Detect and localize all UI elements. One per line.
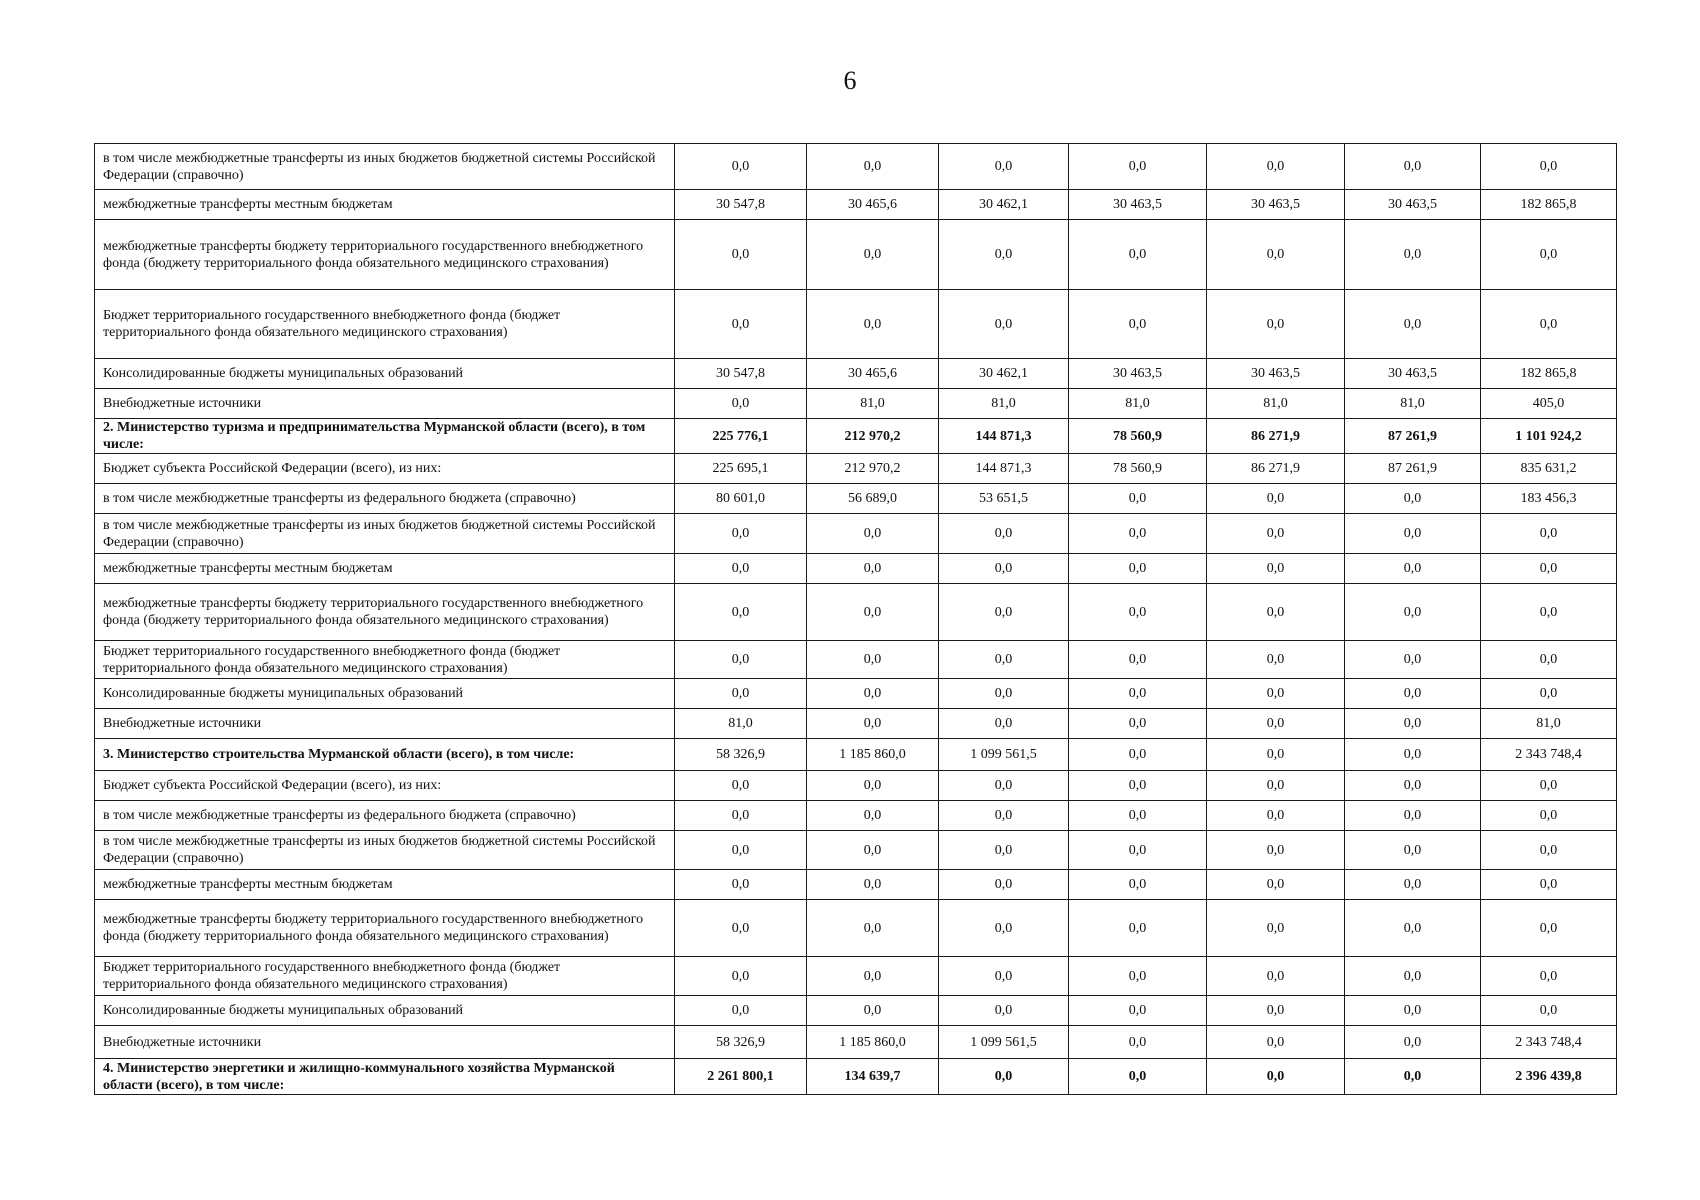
value-cell: 0,0 (1345, 514, 1481, 554)
value-cell: 0,0 (807, 554, 939, 584)
value-cell: 0,0 (1345, 1026, 1481, 1059)
value-cell: 30 462,1 (939, 359, 1069, 389)
table-row (95, 144, 1617, 190)
value-cell: 0,0 (939, 771, 1069, 801)
value-cell: 0,0 (1207, 1059, 1345, 1095)
table-row (95, 1026, 1617, 1059)
value-cell: 0,0 (939, 641, 1069, 679)
value-cell: 212 970,2 (807, 419, 939, 454)
value-cell: 0,0 (1207, 484, 1345, 514)
value-cell: 0,0 (1481, 144, 1617, 190)
value-cell: 0,0 (1345, 739, 1481, 771)
row-label: Внебюджетные источники (95, 1026, 675, 1059)
value-cell: 182 865,8 (1481, 359, 1617, 389)
value-cell: 0,0 (1207, 996, 1345, 1026)
value-cell: 0,0 (807, 771, 939, 801)
value-cell: 0,0 (1069, 739, 1207, 771)
value-cell: 30 463,5 (1069, 359, 1207, 389)
value-cell: 0,0 (807, 709, 939, 739)
value-cell: 53 651,5 (939, 484, 1069, 514)
table-row (95, 584, 1617, 641)
value-cell: 0,0 (807, 290, 939, 359)
value-cell: 0,0 (675, 801, 807, 831)
value-cell: 86 271,9 (1207, 419, 1345, 454)
value-cell: 0,0 (807, 641, 939, 679)
value-cell: 0,0 (1069, 1026, 1207, 1059)
value-cell: 0,0 (939, 996, 1069, 1026)
table-body (95, 144, 1617, 1095)
value-cell: 0,0 (1345, 870, 1481, 900)
table-row (95, 514, 1617, 554)
value-cell: 30 465,6 (807, 359, 939, 389)
value-cell: 0,0 (1069, 870, 1207, 900)
value-cell: 0,0 (807, 831, 939, 870)
value-cell: 0,0 (1069, 514, 1207, 554)
value-cell: 134 639,7 (807, 1059, 939, 1095)
value-cell: 0,0 (939, 514, 1069, 554)
value-cell: 0,0 (1345, 957, 1481, 996)
table-row (95, 900, 1617, 957)
value-cell: 0,0 (939, 831, 1069, 870)
value-cell: 30 463,5 (1207, 359, 1345, 389)
value-cell: 0,0 (1069, 831, 1207, 870)
value-cell: 87 261,9 (1345, 454, 1481, 484)
value-cell: 0,0 (1481, 996, 1617, 1026)
row-label: 4. Министерство энергетики и жилищно-коммунального хозяйства Мурманской области (всего), в том числе: (95, 1059, 675, 1095)
row-label: Бюджет субъекта Российской Федерации (всего), из них: (95, 454, 675, 484)
value-cell: 0,0 (1069, 996, 1207, 1026)
row-label: межбюджетные трансферты бюджету территориального государственного внебюджетного фонда (бюджету территориального фонда обязательного медицинского страхования) (95, 220, 675, 290)
table-row (95, 554, 1617, 584)
row-label: Консолидированные бюджеты муниципальных образований (95, 996, 675, 1026)
value-cell: 225 776,1 (675, 419, 807, 454)
table-row (95, 831, 1617, 870)
table-row (95, 957, 1617, 996)
value-cell: 1 185 860,0 (807, 1026, 939, 1059)
value-cell: 0,0 (1069, 957, 1207, 996)
value-cell: 0,0 (1345, 996, 1481, 1026)
value-cell: 0,0 (807, 514, 939, 554)
value-cell: 0,0 (1481, 801, 1617, 831)
value-cell: 0,0 (675, 957, 807, 996)
value-cell: 0,0 (807, 957, 939, 996)
value-cell: 0,0 (1481, 554, 1617, 584)
value-cell: 0,0 (675, 641, 807, 679)
table-row (95, 771, 1617, 801)
value-cell: 0,0 (1207, 679, 1345, 709)
table-row (95, 359, 1617, 389)
value-cell: 0,0 (675, 514, 807, 554)
value-cell: 0,0 (1207, 1026, 1345, 1059)
value-cell: 0,0 (1345, 771, 1481, 801)
value-cell: 0,0 (1481, 514, 1617, 554)
table-row (95, 679, 1617, 709)
row-label: межбюджетные трансферты бюджету территориального государственного внебюджетного фонда (бюджету территориального фонда обязательного медицинского страхования) (95, 584, 675, 641)
value-cell: 0,0 (939, 554, 1069, 584)
value-cell: 78 560,9 (1069, 454, 1207, 484)
value-cell: 0,0 (1069, 679, 1207, 709)
value-cell: 30 463,5 (1069, 190, 1207, 220)
value-cell: 0,0 (939, 1059, 1069, 1095)
value-cell: 0,0 (807, 220, 939, 290)
row-label: межбюджетные трансферты местным бюджетам (95, 190, 675, 220)
row-label: Бюджет субъекта Российской Федерации (всего), из них: (95, 771, 675, 801)
table-row (95, 801, 1617, 831)
value-cell: 0,0 (675, 220, 807, 290)
value-cell: 0,0 (1069, 554, 1207, 584)
value-cell: 0,0 (807, 584, 939, 641)
value-cell: 2 343 748,4 (1481, 1026, 1617, 1059)
value-cell: 144 871,3 (939, 454, 1069, 484)
value-cell: 0,0 (1481, 220, 1617, 290)
value-cell: 0,0 (1207, 290, 1345, 359)
value-cell: 0,0 (1069, 900, 1207, 957)
value-cell: 0,0 (675, 831, 807, 870)
value-cell: 1 101 924,2 (1481, 419, 1617, 454)
value-cell: 2 343 748,4 (1481, 739, 1617, 771)
value-cell: 405,0 (1481, 389, 1617, 419)
value-cell: 0,0 (1207, 220, 1345, 290)
value-cell: 78 560,9 (1069, 419, 1207, 454)
value-cell: 225 695,1 (675, 454, 807, 484)
value-cell: 81,0 (1207, 389, 1345, 419)
value-cell: 0,0 (807, 870, 939, 900)
value-cell: 0,0 (807, 679, 939, 709)
row-label: в том числе межбюджетные трансферты из иных бюджетов бюджетной системы Российской Федерации (справочно) (95, 831, 675, 870)
value-cell: 0,0 (1207, 771, 1345, 801)
value-cell: 0,0 (1345, 484, 1481, 514)
value-cell: 0,0 (1207, 870, 1345, 900)
row-label: в том числе межбюджетные трансферты из иных бюджетов бюджетной системы Российской Федерации (справочно) (95, 514, 675, 554)
row-label: Бюджет территориального государственного внебюджетного фонда (бюджет территориального фонда обязательного медицинского страхования) (95, 957, 675, 996)
value-cell: 0,0 (1069, 709, 1207, 739)
value-cell: 0,0 (939, 290, 1069, 359)
row-label: Бюджет территориального государственного внебюджетного фонда (бюджет территориального фонда обязательного медицинского страхования) (95, 290, 675, 359)
value-cell: 0,0 (1481, 870, 1617, 900)
value-cell: 81,0 (1481, 709, 1617, 739)
value-cell: 81,0 (1345, 389, 1481, 419)
value-cell: 80 601,0 (675, 484, 807, 514)
value-cell: 0,0 (1481, 290, 1617, 359)
value-cell: 86 271,9 (1207, 454, 1345, 484)
value-cell: 1 185 860,0 (807, 739, 939, 771)
value-cell: 0,0 (1345, 554, 1481, 584)
row-label: Консолидированные бюджеты муниципальных образований (95, 679, 675, 709)
value-cell: 81,0 (939, 389, 1069, 419)
value-cell: 0,0 (1207, 739, 1345, 771)
value-cell: 0,0 (1207, 957, 1345, 996)
value-cell: 1 099 561,5 (939, 1026, 1069, 1059)
value-cell: 0,0 (1481, 679, 1617, 709)
value-cell: 183 456,3 (1481, 484, 1617, 514)
page-number: 6 (843, 66, 857, 95)
value-cell: 0,0 (1345, 1059, 1481, 1095)
value-cell: 144 871,3 (939, 419, 1069, 454)
value-cell: 0,0 (1345, 290, 1481, 359)
row-label: в том числе межбюджетные трансферты из иных бюджетов бюджетной системы Российской Федерации (справочно) (95, 144, 675, 190)
row-label: 3. Министерство строительства Мурманской области (всего), в том числе: (95, 739, 675, 771)
value-cell: 0,0 (939, 144, 1069, 190)
value-cell: 0,0 (807, 996, 939, 1026)
table-row (95, 454, 1617, 484)
value-cell: 0,0 (675, 771, 807, 801)
table-row (95, 996, 1617, 1026)
budget-table (94, 143, 1617, 1095)
value-cell: 81,0 (1069, 389, 1207, 419)
value-cell: 0,0 (939, 900, 1069, 957)
row-label: в том числе межбюджетные трансферты из федерального бюджета (справочно) (95, 484, 675, 514)
value-cell: 2 396 439,8 (1481, 1059, 1617, 1095)
value-cell: 182 865,8 (1481, 190, 1617, 220)
value-cell: 0,0 (1069, 144, 1207, 190)
value-cell: 0,0 (1481, 771, 1617, 801)
value-cell: 0,0 (807, 900, 939, 957)
value-cell: 0,0 (807, 144, 939, 190)
value-cell: 0,0 (939, 220, 1069, 290)
value-cell: 0,0 (807, 801, 939, 831)
value-cell: 0,0 (939, 801, 1069, 831)
row-label: Консолидированные бюджеты муниципальных образований (95, 359, 675, 389)
value-cell: 0,0 (1207, 801, 1345, 831)
value-cell: 30 463,5 (1207, 190, 1345, 220)
value-cell: 0,0 (675, 290, 807, 359)
value-cell: 0,0 (1481, 831, 1617, 870)
value-cell: 0,0 (1345, 641, 1481, 679)
value-cell: 0,0 (1345, 709, 1481, 739)
value-cell: 30 547,8 (675, 190, 807, 220)
value-cell: 0,0 (1345, 831, 1481, 870)
row-label: межбюджетные трансферты местным бюджетам (95, 870, 675, 900)
table-row (95, 190, 1617, 220)
value-cell: 0,0 (1481, 584, 1617, 641)
value-cell: 0,0 (1207, 144, 1345, 190)
value-cell: 835 631,2 (1481, 454, 1617, 484)
value-cell: 0,0 (675, 144, 807, 190)
value-cell: 30 465,6 (807, 190, 939, 220)
value-cell: 0,0 (675, 900, 807, 957)
table-row (95, 484, 1617, 514)
value-cell: 87 261,9 (1345, 419, 1481, 454)
row-label: Бюджет территориального государственного внебюджетного фонда (бюджет территориального фонда обязательного медицинского страхования) (95, 641, 675, 679)
row-label: Внебюджетные источники (95, 389, 675, 419)
value-cell: 30 462,1 (939, 190, 1069, 220)
value-cell: 0,0 (1207, 554, 1345, 584)
table-row (95, 709, 1617, 739)
value-cell: 0,0 (1345, 584, 1481, 641)
table-row (95, 220, 1617, 290)
value-cell: 0,0 (1069, 290, 1207, 359)
value-cell: 0,0 (675, 870, 807, 900)
row-label: 2. Министерство туризма и предпринимательства Мурманской области (всего), в том числе: (95, 419, 675, 454)
value-cell: 0,0 (1069, 220, 1207, 290)
value-cell: 2 261 800,1 (675, 1059, 807, 1095)
value-cell: 0,0 (1207, 709, 1345, 739)
value-cell: 0,0 (939, 709, 1069, 739)
value-cell: 0,0 (1069, 584, 1207, 641)
value-cell: 0,0 (1069, 641, 1207, 679)
value-cell: 0,0 (1069, 484, 1207, 514)
row-label: межбюджетные трансферты местным бюджетам (95, 554, 675, 584)
value-cell: 0,0 (939, 679, 1069, 709)
table-row (95, 870, 1617, 900)
row-label: межбюджетные трансферты бюджету территориального государственного внебюджетного фонда (бюджету территориального фонда обязательного медицинского страхования) (95, 900, 675, 957)
value-cell: 0,0 (1207, 584, 1345, 641)
value-cell: 0,0 (1481, 957, 1617, 996)
value-cell: 0,0 (1481, 641, 1617, 679)
value-cell: 0,0 (1069, 771, 1207, 801)
value-cell: 0,0 (675, 584, 807, 641)
value-cell: 0,0 (1345, 220, 1481, 290)
value-cell: 0,0 (675, 554, 807, 584)
value-cell: 30 547,8 (675, 359, 807, 389)
row-label: Внебюджетные источники (95, 709, 675, 739)
table-row (95, 290, 1617, 359)
value-cell: 0,0 (1069, 1059, 1207, 1095)
value-cell: 81,0 (807, 389, 939, 419)
row-label: в том числе межбюджетные трансферты из федерального бюджета (справочно) (95, 801, 675, 831)
value-cell: 1 099 561,5 (939, 739, 1069, 771)
table-row (95, 1059, 1617, 1095)
value-cell: 0,0 (675, 389, 807, 419)
table-row (95, 739, 1617, 771)
value-cell: 0,0 (1207, 514, 1345, 554)
value-cell: 81,0 (675, 709, 807, 739)
value-cell: 58 326,9 (675, 739, 807, 771)
value-cell: 56 689,0 (807, 484, 939, 514)
value-cell: 0,0 (939, 870, 1069, 900)
value-cell: 0,0 (1345, 801, 1481, 831)
table-row (95, 389, 1617, 419)
value-cell: 0,0 (1207, 900, 1345, 957)
value-cell: 0,0 (675, 679, 807, 709)
value-cell: 212 970,2 (807, 454, 939, 484)
value-cell: 0,0 (939, 957, 1069, 996)
value-cell: 0,0 (1345, 144, 1481, 190)
value-cell: 30 463,5 (1345, 190, 1481, 220)
value-cell: 0,0 (675, 996, 807, 1026)
value-cell: 0,0 (1069, 801, 1207, 831)
table-row (95, 641, 1617, 679)
value-cell: 58 326,9 (675, 1026, 807, 1059)
value-cell: 0,0 (1345, 900, 1481, 957)
value-cell: 30 463,5 (1345, 359, 1481, 389)
value-cell: 0,0 (1207, 641, 1345, 679)
value-cell: 0,0 (1345, 679, 1481, 709)
value-cell: 0,0 (1481, 900, 1617, 957)
value-cell: 0,0 (1207, 831, 1345, 870)
table-row (95, 419, 1617, 454)
value-cell: 0,0 (939, 584, 1069, 641)
